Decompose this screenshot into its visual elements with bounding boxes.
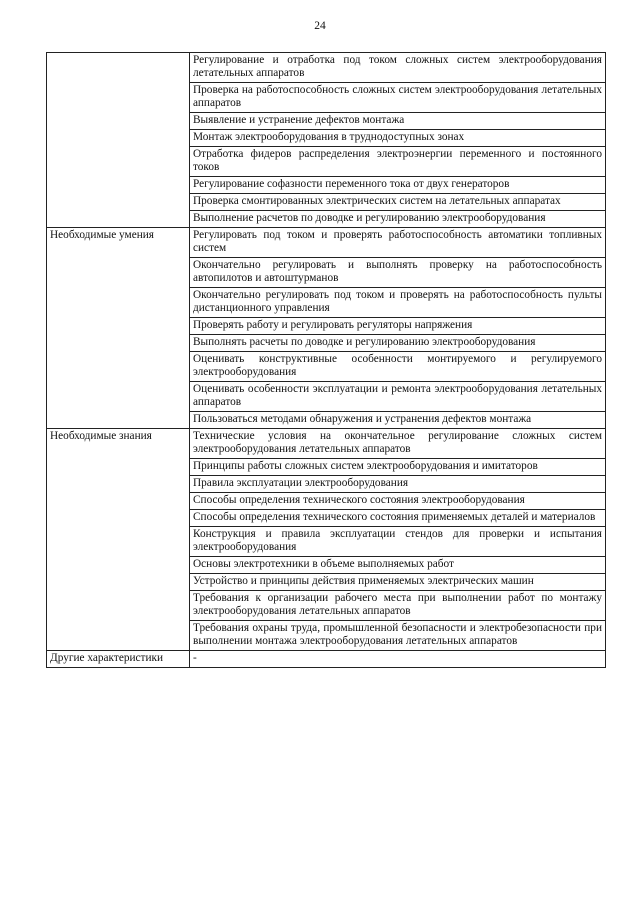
section-item: Проверять работу и регулировать регуляторы напряжения — [190, 318, 606, 335]
section-item: Конструкция и правила эксплуатации стендов для проверки и испытания электрооборудования — [190, 527, 606, 557]
section-item: Требования к организации рабочего места при выполнении работ по монтажу электрооборудования летательных аппаратов — [190, 591, 606, 621]
section-item: Отработка фидеров распределения электроэнергии переменного и постоянного токов — [190, 147, 606, 177]
section-item: Основы электротехники в объеме выполняемых работ — [190, 557, 606, 574]
section-label: Необходимые знания — [47, 429, 190, 651]
section-item: Окончательно регулировать и выполнять проверку на работоспособность автопилотов и автоштурманов — [190, 258, 606, 288]
section-item: Оценивать конструктивные особенности монтируемого и регулируемого электрооборудования — [190, 352, 606, 382]
section-item: Регулирование софазности переменного тока от двух генераторов — [190, 177, 606, 194]
section-item: Принципы работы сложных систем электрооборудования и имитаторов — [190, 459, 606, 476]
section-item: Способы определения технического состояния применяемых деталей и материалов — [190, 510, 606, 527]
section-label — [47, 53, 190, 228]
section-label: Необходимые умения — [47, 228, 190, 429]
section-item: Выполнять расчеты по доводке и регулированию электрооборудования — [190, 335, 606, 352]
section-item: - — [190, 651, 606, 668]
section-label: Другие характеристики — [47, 651, 190, 668]
section-item: Требования охраны труда, промышленной безопасности и электробезопасности при выполнении монтажа электрооборудования летательных аппаратов — [190, 621, 606, 651]
table-row — [47, 228, 606, 258]
page-number: 24 — [314, 20, 326, 32]
section-item: Правила эксплуатации электрооборудования — [190, 476, 606, 493]
section-item: Устройство и принципы действия применяемых электрических машин — [190, 574, 606, 591]
section-item: Регулирование и отработка под током сложных систем электрооборудования летательных аппаратов — [190, 53, 606, 83]
section-item: Пользоваться методами обнаружения и устранения дефектов монтажа — [190, 412, 606, 429]
section-item: Регулировать под током и проверять работоспособность автоматики топливных систем — [190, 228, 606, 258]
table-row — [47, 429, 606, 459]
section-item: Технические условия на окончательное регулирование сложных систем электрооборудования летательных аппаратов — [190, 429, 606, 459]
section-item: Оценивать особенности эксплуатации и ремонта электрооборудования летательных аппаратов — [190, 382, 606, 412]
table-row — [47, 53, 606, 83]
section-item: Проверка смонтированных электрических систем на летательных аппаратах — [190, 194, 606, 211]
section-item: Выявление и устранение дефектов монтажа — [190, 113, 606, 130]
table-row — [47, 651, 606, 668]
section-item: Выполнение расчетов по доводке и регулированию электрооборудования — [190, 211, 606, 228]
section-item: Проверка на работоспособность сложных систем электрооборудования летательных аппаратов — [190, 83, 606, 113]
requirements-table — [46, 52, 606, 668]
section-item: Монтаж электрооборудования в труднодоступных зонах — [190, 130, 606, 147]
section-item: Окончательно регулировать под током и проверять на работоспособность пульты дистанционного управления — [190, 288, 606, 318]
section-item: Способы определения технического состояния электрооборудования — [190, 493, 606, 510]
